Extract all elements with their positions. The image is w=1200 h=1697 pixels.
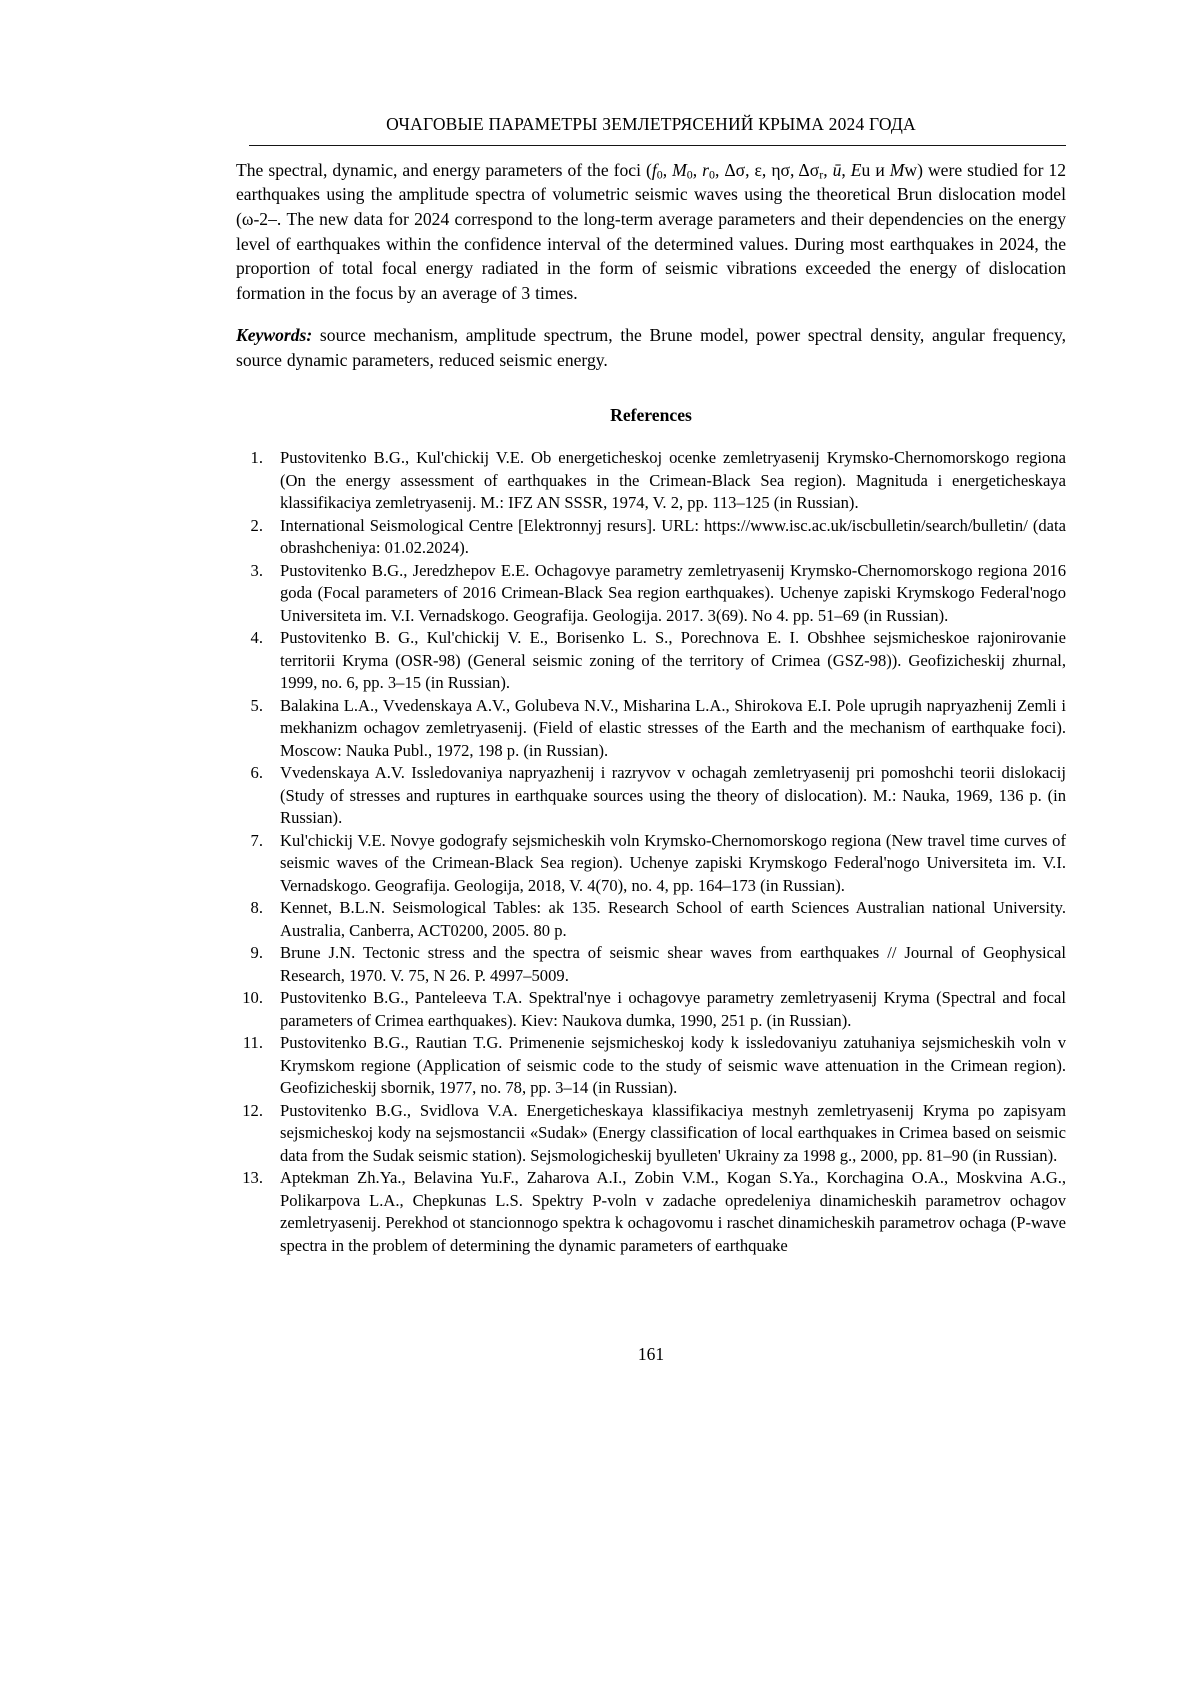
keywords-paragraph: Keywords: source mechanism, amplitude spectrum, the Brune model, power spectral density, angular frequency, source dynamic parameters, reduced seismic energy.	[236, 325, 1067, 370]
reference-item	[236, 515, 1066, 560]
reference-item	[236, 762, 1066, 830]
page-number: 161	[637, 1344, 665, 1364]
reference-number: 12.	[242, 1100, 263, 1120]
reference-text: Vvedenskaya A.V. Issledovaniya napryazhenij i razryvov v ochagah zemletryasenij pri pomoshchi teorii dislokacij (Study of stresses and ruptures in earthquake sources using the theory of dislocation). M.: Nauka, 1969, 136 p. (in Russian).	[280, 763, 1066, 828]
reference-number: 6.	[250, 763, 263, 783]
reference-number: 5.	[250, 695, 263, 715]
reference-number: 10.	[242, 988, 263, 1008]
reference-item	[236, 942, 1066, 987]
references-heading: References	[610, 405, 692, 426]
reference-number: 9.	[250, 943, 263, 963]
reference-text: Pustovitenko B. G., Kul'chickij V. E., Borisenko L. S., Porechnova E. I. Obshhee sejsmicheskoe rajonirovanie territorii Kryma (OSR-98) (General seismic zoning of the territory of Crimea (GSZ-98)). Geofizicheskij zhurnal, 1999, no. 6, pp. 3–15 (in Russian).	[280, 628, 1066, 693]
reference-text: Aptekman Zh.Ya., Belavina Yu.F., Zaharova A.I., Zobin V.M., Kogan S.Ya., Korchagina O.A., Moskvina A.G., Polikarpova L.A., Chepkunas L.S. Spektry P-voln v zadache opredeleniya dinamicheskih parametrov ochagov zemletryasenij. Perekhod ot stancionnogo spektra k ochagovomu i raschet dinamicheskih parametrov ochaga (P-wave spectra in the problem of determining the dynamic parameters of earthquake	[280, 1168, 1066, 1255]
reference-number: 4.	[250, 628, 263, 648]
reference-item	[236, 1100, 1066, 1168]
reference-number: 3.	[250, 560, 263, 580]
reference-item	[236, 560, 1066, 628]
reference-item	[236, 627, 1066, 695]
reference-text: Pustovitenko B.G., Panteleeva T.A. Spektral'nye i ochagovye parametry zemletryasenij Kryma (Spectral and focal parameters of Crimea earthquakes). Kiev: Naukova dumka, 1990, 251 p. (in Russian).	[280, 988, 1066, 1030]
reference-item	[236, 447, 1066, 515]
content-column	[236, 114, 1066, 1257]
title-rule-divider	[249, 145, 1066, 146]
reference-number: 1.	[250, 448, 263, 468]
reference-item	[236, 830, 1066, 898]
reference-text: Pustovitenko B.G., Jeredzhepov E.E. Ochagovye parametry zemletryasenij Krymsko-Chernomorskogo regiona 2016 goda (Focal parameters of 2016 Crimean-Black Sea region earthquakes). Uchenye zapiski Krymskogo Federal'nogo Universiteta im. V.I. Vernadskogo. Geografija. Geologija. 2017. 3(69). No 4. pp. 51–69 (in Russian).	[280, 560, 1066, 625]
reference-number: 13.	[242, 1168, 263, 1188]
references-list	[236, 447, 1066, 1257]
reference-text: Pustovitenko B.G., Kul'chickij V.E. Ob energeticheskoj ocenke zemletryasenij Krymsko-Chernomorskogo regiona (On the energy assessment of earthquakes in the Crimean-Black Sea region). Magnituda i energeticheskaya klassifikaciya zemletryasenij. M.: IFZ AN SSSR, 1974, V. 2, pp. 113–125 (in Russian).	[280, 448, 1066, 513]
reference-item	[236, 987, 1066, 1032]
reference-text: International Seismological Centre [Elektronnyj resurs]. URL: https://www.isc.ac.uk/iscbulletin/search/bulletin/ (data obrashcheniya: 01.02.2024).	[280, 515, 1066, 558]
reference-text: Pustovitenko B.G., Rautian T.G. Primenenie sejsmicheskoj kody k issledovaniyu zatuhaniya sejsmicheskih voln v Krymskom regione (Application of seismic code to the study of seismic wave attenuation in the Crimean region). Geofizicheskij sbornik, 1977, no. 78, pp. 3–14 (in Russian).	[280, 1033, 1066, 1098]
reference-text: Balakina L.A., Vvedenskaya A.V., Golubeva N.V., Misharina L.A., Shirokova E.I. Pole uprugih napryazhenij Zemli i mekhanizm ochagov zemletryasenij. (Field of elastic stresses of the Earth and the mechanism of earthquake foci). Moscow: Nauka Publ., 1972, 198 p. (in Russian).	[280, 695, 1066, 760]
reference-text: Kul'chickij V.E. Novye godografy sejsmicheskih voln Krymsko-Chernomorskogo regiona (New travel time curves of seismic waves of the Crimean-Black Sea region). Uchenye zapiski Krymskogo Federal'nogo Universiteta im. V.I. Vernadskogo. Geografija. Geologija, 2018, V. 4(70), no. 4, pp. 164–173 (in Russian).	[280, 830, 1066, 895]
abstract-paragraph: The spectral, dynamic, and energy parameters of the foci ($f_0$, $M_0$, $r_0$, Δσ, ε, ησ, $\Delta\sigma_r$, ū, Eu и Mw) were studied for 12 earthquakes using the amplitude spectra of volumetric seismic waves using the theoretical Brun dislocation model (ω-2–. The new data for 2024 correspond to the long-term average parameters and their dependencies on the energy level of earthquakes within the confidence interval of the determined values. During most earthquakes in 2024, the proportion of total focal energy radiated in the form of seismic vibrations exceeded the energy of dislocation formation in the focus by an average of 3 times.	[236, 159, 1067, 303]
reference-text: Brune J.N. Tectonic stress and the spectra of seismic shear waves from earthquakes // Journal of Geophysical Research, 1970. V. 75, N 26. P. 4997–5009.	[280, 943, 1066, 985]
reference-item	[236, 897, 1066, 942]
reference-item	[236, 695, 1066, 763]
running-head-title: ОЧАГОВЫЕ ПАРАМЕТРЫ ЗЕМЛЕТРЯСЕНИЙ КРЫМА 2024 ГОДА	[386, 114, 916, 134]
reference-number: 8.	[250, 898, 263, 918]
reference-number: 7.	[250, 830, 263, 850]
reference-number: 11.	[242, 1033, 263, 1053]
reference-text: Pustovitenko B.G., Svidlova V.A. Energeticheskaya klassifikaciya mestnyh zemletryasenij Kryma po zapisyam sejsmicheskoj kody na sejsmostancii «Sudak» (Energy classification of local earthquakes in Crimea based on seismic data from the Sudak seismic station). Sejsmologicheskij byulleten' Ukrainy za 1998 g., 2000, pp. 81–90 (in Russian).	[280, 1100, 1066, 1165]
reference-number: 2.	[250, 515, 263, 535]
reference-item	[236, 1167, 1066, 1257]
reference-text: Kennet, B.L.N. Seismological Tables: ak 135. Research School of earth Sciences Australian national University. Australia, Canberra, ACT0200, 2005. 80 p.	[280, 898, 1066, 940]
reference-item	[236, 1032, 1066, 1100]
